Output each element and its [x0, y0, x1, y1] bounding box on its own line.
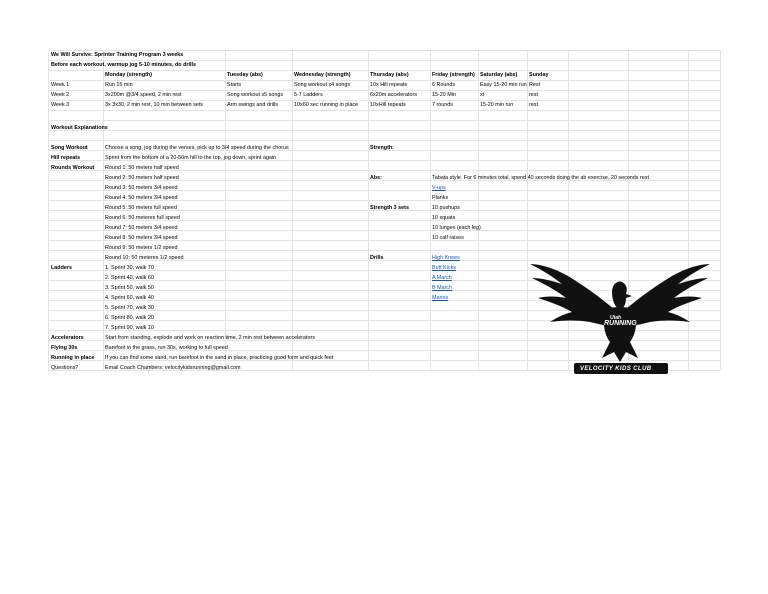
song-workout-text[interactable]: Choose a song, jog during the verses, pick up to 3/4 speed during the chorus	[105, 145, 289, 151]
ladder-item[interactable]: 5. Sprint 70, walk 30	[105, 305, 154, 311]
b-march-link[interactable]: B March	[432, 285, 453, 291]
grid-column-line	[430, 50, 431, 370]
v-ups-link[interactable]: V-ups	[432, 185, 446, 191]
a-march-link[interactable]: A March	[432, 275, 452, 281]
logo-running-text: RUNNING	[604, 320, 637, 327]
round-item[interactable]: Round 2: 50 meters half speed	[105, 175, 179, 181]
butt-kicks-link[interactable]: Butt Kicks	[432, 265, 456, 271]
ladder-item[interactable]: 2. Sprint 40, walk 60	[105, 275, 154, 281]
ladder-item[interactable]: 6. Sprint 80, walk 20	[105, 315, 154, 321]
col-header-thursday[interactable]: Thursday (abs)	[370, 72, 409, 78]
planks-item[interactable]: Planks	[432, 195, 449, 201]
week-3-saturday[interactable]: 15-20 min run	[480, 102, 514, 108]
grid-column-line	[225, 50, 226, 370]
week-1-saturday[interactable]: Easy 15-20 min run	[480, 82, 527, 88]
round-item[interactable]: Round 4: 50 meters 3/4 speed	[105, 195, 178, 201]
round-item[interactable]: Round 6: 50 meteres full speed	[105, 215, 180, 221]
strength-3-sets-label[interactable]: Strength 3 sets	[370, 205, 409, 211]
round-item[interactable]: Round 9: 50 meters 1/2 speed	[105, 245, 178, 251]
week-2-saturday[interactable]: xt	[480, 92, 485, 98]
week-3-monday[interactable]: 3x 3x30, 2 min rest, 10 min between sets	[105, 102, 203, 108]
week-3-wednesday[interactable]: 10x60 sec running in place	[294, 102, 359, 108]
flying-30s-label[interactable]: Flying 30s	[51, 345, 78, 351]
col-header-sunday[interactable]: Sunday	[529, 72, 549, 78]
rounds-workout-label[interactable]: Rounds Workout	[51, 165, 95, 171]
week-1-label[interactable]: Week 1	[51, 82, 70, 88]
week-1-wednesday[interactable]: Song workout x4 songs	[294, 82, 351, 88]
round-item[interactable]: Round 5: 50 meters full speed	[105, 205, 177, 211]
grid-row-line	[48, 120, 720, 121]
explanations-heading[interactable]: Workout Explanations	[51, 125, 108, 131]
week-2-wednesday[interactable]: 5-7 Ladders	[294, 92, 323, 98]
week-3-label[interactable]: Week 3	[51, 102, 70, 108]
strength-item[interactable]: 10 calf raises	[432, 235, 464, 241]
hill-repeats-text[interactable]: Sprint from the bottom of a 20-50m hill to the top, jog down, sprint again	[105, 155, 277, 161]
col-header-saturday[interactable]: Saturday (abs)	[480, 72, 518, 78]
strength-item[interactable]: 10 squats	[432, 215, 456, 221]
strength-label[interactable]: Strength:	[370, 145, 394, 151]
accelerators-label[interactable]: Accelerators	[51, 335, 84, 341]
sheet-subtitle[interactable]: Before each workout, warmup jog 5-10 minutes, do drills	[51, 62, 196, 68]
grid-row-line	[48, 110, 720, 111]
grid-column-line	[368, 50, 369, 370]
strength-item[interactable]: 10 pushups	[432, 205, 460, 211]
week-2-tuesday[interactable]: Song workout x5 songs	[227, 92, 284, 98]
col-header-friday[interactable]: Friday (strength)	[432, 72, 475, 78]
week-1-tuesday[interactable]: Starts	[227, 82, 242, 88]
ladder-item[interactable]: 7. Sprint 90, walk 10	[105, 325, 154, 331]
round-item[interactable]: Round 8: 50 meters 3/4 speed	[105, 235, 178, 241]
grid-row-line	[48, 130, 720, 131]
abs-label[interactable]: Abs:	[370, 175, 382, 181]
col-header-monday[interactable]: Monday (strength)	[105, 72, 153, 78]
drills-label[interactable]: Drills	[370, 255, 384, 261]
round-item[interactable]: Round 10: 50 meteres 1/2 speed	[105, 255, 184, 261]
ladder-item[interactable]: 4. Sprint 60, walk 40	[105, 295, 154, 301]
logo-utah-text: Utah	[610, 315, 622, 321]
song-workout-label[interactable]: Song Workout	[51, 145, 88, 151]
questions-text[interactable]: Email Coach Chambers: velocitykidsrunning@gmail.com	[105, 365, 241, 371]
running-in-place-label[interactable]: Running in place	[51, 355, 95, 361]
grid-column-line	[720, 50, 721, 370]
week-2-thursday[interactable]: 6x20m accelerators	[370, 92, 418, 98]
flying-30s-text[interactable]: Barefoot in the grass, run 30s, working to full speed	[105, 345, 228, 351]
ladders-label[interactable]: Ladders	[51, 265, 72, 271]
week-3-thursday[interactable]: 10xHill repeats	[370, 102, 406, 108]
high-knees-link[interactable]: High Knees	[432, 255, 460, 261]
ladder-item[interactable]: 3. Sprint 50, walk 50	[105, 285, 154, 291]
grid-row-line	[48, 140, 720, 141]
round-item[interactable]: Round 7: 50 meters 3/4 speed	[105, 225, 178, 231]
marios-link[interactable]: Marios	[432, 295, 449, 301]
week-1-friday[interactable]: 6 Rounds	[432, 82, 456, 88]
logo-banner-text: VELOCITY KIDS CLUB	[580, 366, 652, 372]
sheet-title[interactable]: We Will Survive: Sprinter Training Program 3 weeks	[51, 52, 184, 58]
grid-column-line	[48, 50, 49, 370]
abs-text[interactable]: Tabata style. For 6 minutes total, spend 40 seconds doing the ab exercise, 20 seconds rest	[432, 175, 649, 181]
col-header-wednesday[interactable]: Wednesday (strength)	[294, 72, 351, 78]
week-2-sunday[interactable]: rest	[529, 92, 538, 98]
round-item[interactable]: Round 3: 50 meters 3/4 speed	[105, 185, 178, 191]
grid-column-line	[103, 50, 104, 370]
week-3-sunday[interactable]: rest	[529, 102, 538, 108]
week-3-tuesday[interactable]: Arm swings and drills	[227, 102, 278, 108]
week-1-thursday[interactable]: 10x Hill repeats	[370, 82, 408, 88]
week-2-monday[interactable]: 3x200m @3/4 speed, 2 min rest	[105, 92, 182, 98]
hill-repeats-label[interactable]: Hill repeats	[51, 155, 81, 161]
accelerators-text[interactable]: Start from standing, explode and work on reaction time, 2 min rest between accelerators	[105, 335, 316, 341]
week-2-friday[interactable]: 15-20 Min	[432, 92, 456, 98]
round-item[interactable]: Round 1: 50 meters half speed	[105, 165, 179, 171]
week-1-sunday[interactable]: Rest	[529, 82, 541, 88]
grid-column-line	[478, 50, 479, 370]
week-3-friday[interactable]: 7 rounds	[432, 102, 453, 108]
week-2-label[interactable]: Week 2	[51, 92, 70, 98]
week-1-monday[interactable]: Run 15 min	[105, 82, 133, 88]
grid-column-line	[292, 50, 293, 370]
questions-label[interactable]: Questions?	[51, 365, 79, 371]
velocity-kids-club-logo	[528, 262, 712, 376]
col-header-tuesday[interactable]: Tuesday (abs)	[227, 72, 263, 78]
strength-item[interactable]: 10 lunges (each leg)	[432, 225, 481, 231]
ladder-item[interactable]: 1. Sprint 30, walk 70	[105, 265, 154, 271]
running-in-place-text[interactable]: If you can find some sand, run barefoot in the sand in place, practicing good form and quick feet	[105, 355, 334, 361]
